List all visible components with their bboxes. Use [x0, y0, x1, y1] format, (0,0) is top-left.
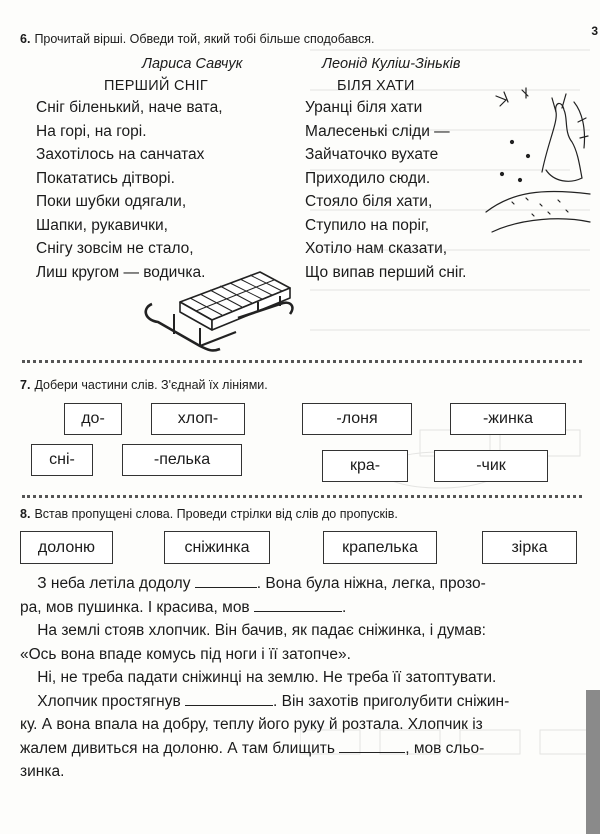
word-card-dolonyu[interactable]: долоню: [20, 531, 113, 564]
story-line: «Ось вона впаде комусь під ноги і її затопче».: [20, 645, 351, 663]
poem-line: Хотіло нам сказати,: [305, 240, 448, 257]
poem1-text[interactable]: [36, 96, 223, 284]
poem-line: Захотілось на санчатах: [36, 146, 205, 163]
story-line: Хлопчик простягнув . Він захотів приголубити сніжин-: [37, 692, 510, 710]
blank-2[interactable]: [254, 598, 342, 612]
story-line: Ні, не треба падати сніжинці на землю. Не треба її затоптувати.: [37, 669, 497, 686]
poem1-author: Лариса Савчук: [142, 56, 243, 72]
task7-instruction: Добери частини слів. З'єднай їх лініями.: [34, 378, 268, 392]
bunny-snow-illustration: [482, 82, 592, 252]
blank-1[interactable]: [195, 574, 257, 588]
word-card-zirka[interactable]: зірка: [482, 531, 577, 564]
poem-line: Ступило на поріг,: [305, 216, 430, 234]
word-part-sni[interactable]: сні-: [31, 444, 93, 476]
word-part-zhynka[interactable]: -жинка: [450, 403, 566, 435]
poem-line: На горі, на горі.: [36, 122, 147, 140]
poem-line: Стояло біля хати,: [305, 193, 433, 210]
task8-instruction: Встав пропущені слова. Проведи стрілки від слів до пропусків.: [34, 507, 398, 521]
story-line: жалем дивиться на долоню. А там блищить , мов сльо-: [20, 739, 485, 757]
task6-instruction: Прочитай вірші. Обведи той, який тобі більше сподобався.: [34, 32, 375, 46]
story-line: ку. А вона впала на добру, теплу його руку й розтала. Хлопчик із: [20, 716, 483, 733]
story-line: З неба летіла додолу . Вона була ніжна, легка, прозо-: [37, 575, 486, 592]
poem2-title: БІЛЯ ХАТИ: [337, 78, 415, 94]
word-card-krapelka[interactable]: крапелька: [323, 531, 437, 564]
story-line: зинка.: [20, 763, 65, 780]
poem-line: Покататись дітворі.: [36, 169, 175, 187]
word-part-do[interactable]: до-: [64, 403, 122, 435]
word-card-snizhynka[interactable]: сніжинка: [164, 531, 270, 564]
page-edge-strip: [586, 690, 600, 834]
word-part-lonya[interactable]: -лоня: [302, 403, 412, 435]
word-part-pelka[interactable]: -пелька: [122, 444, 242, 476]
poem-line: Шапки, рукавички,: [36, 216, 168, 234]
poem-line: Поки шубки одягали,: [36, 193, 187, 210]
poem-line: Що випав перший сніг.: [305, 263, 467, 281]
task6-header: [20, 32, 375, 46]
poem-line: Приходило сюди.: [305, 169, 431, 187]
task8-header: [20, 507, 398, 521]
poem-line: Снігу зовсім не стало,: [36, 240, 194, 257]
task7-header: [20, 378, 268, 392]
word-part-chyk[interactable]: -чик: [434, 450, 548, 482]
task7-number: 7.: [20, 378, 31, 392]
poem-line: Сніг біленький, наче вата,: [36, 99, 223, 116]
page-number: 3: [591, 24, 598, 38]
poem-line: Зайчаточко вухате: [305, 146, 439, 163]
blank-4[interactable]: [339, 739, 405, 753]
story-line: На землі стояв хлопчик. Він бачив, як падає сніжинка, і думав:: [37, 622, 486, 639]
section-divider: [22, 495, 582, 498]
story-line: ра, мов пушинка. І красива, мов .: [20, 598, 347, 616]
blank-3[interactable]: [185, 692, 273, 706]
poem-line: Уранці біля хати: [305, 99, 423, 116]
sled-illustration: [140, 262, 300, 358]
task8-number: 8.: [20, 507, 31, 521]
section-divider: [22, 360, 582, 363]
task6-number: 6.: [20, 32, 31, 46]
poem-line: Малесенькі сліди —: [305, 122, 450, 140]
poem2-text[interactable]: [305, 96, 466, 284]
task8-story: [20, 572, 580, 784]
poem2-author: Леонід Куліш-Зіньків: [322, 56, 461, 72]
word-part-khlop[interactable]: хлоп-: [151, 403, 245, 435]
poem1-title: ПЕРШИЙ СНІГ: [104, 78, 209, 94]
word-part-kra[interactable]: кра-: [322, 450, 408, 482]
poem-line: Лиш кругом — водичка.: [36, 263, 206, 281]
